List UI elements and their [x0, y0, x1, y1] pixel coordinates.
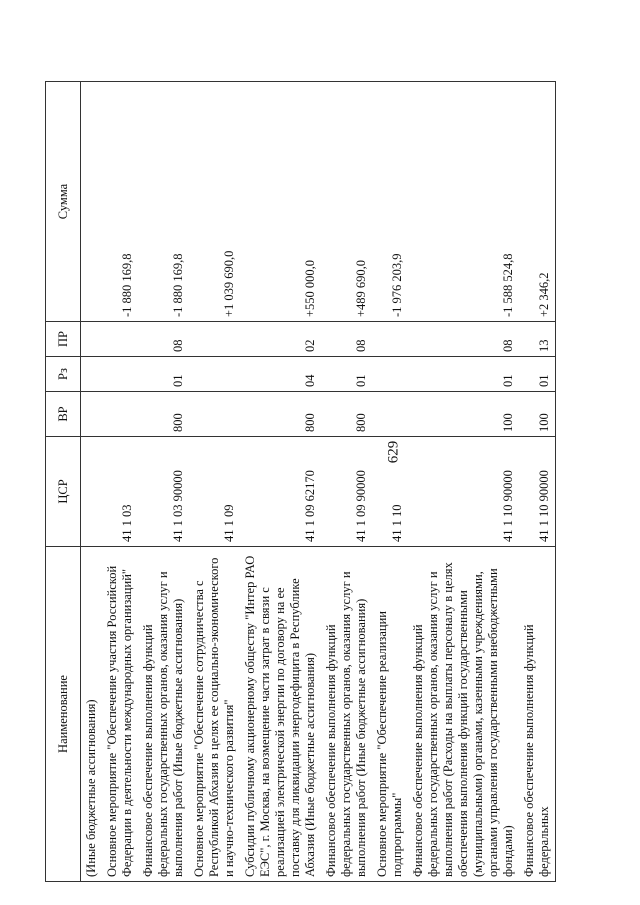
row-pr: 13 — [519, 322, 556, 357]
row-pr: 08 — [408, 322, 519, 357]
row-sum: -1 880 169,8 — [102, 82, 138, 322]
page-number: 629 — [385, 440, 402, 464]
row-pr: 08 — [321, 322, 372, 357]
row-pr: 02 — [240, 322, 321, 357]
row-rz — [81, 357, 103, 392]
row-name: Финансовое обеспечение выполнения функций федеральных государственных органов, оказания услуг и выполнения работ (Иные бюджетные ассигнования) — [321, 547, 372, 882]
table-row — [408, 82, 519, 882]
row-sum — [81, 82, 103, 322]
row-sum: +550 000,0 — [240, 82, 321, 322]
row-vr: 800 — [321, 392, 372, 437]
row-rz — [102, 357, 138, 392]
table-row — [81, 82, 103, 882]
row-csr: 41 1 10 90000 — [408, 437, 519, 547]
row-sum: +489 690,0 — [321, 82, 372, 322]
rotated-page-content — [45, 82, 595, 882]
table-row — [240, 82, 321, 882]
row-name: Основное мероприятие "Обеспечение реализации подпрограммы" — [372, 547, 408, 882]
row-rz — [372, 357, 408, 392]
row-sum: -1 588 524,8 — [408, 82, 519, 322]
row-sum: -1 976 203,9 — [372, 82, 408, 322]
row-rz: 04 — [240, 357, 321, 392]
budget-table — [45, 81, 556, 882]
row-pr — [81, 322, 103, 357]
table-row — [372, 82, 408, 882]
row-rz: 01 — [519, 357, 556, 392]
row-name: Финансовое обеспечение выполнения функций федеральных — [519, 547, 556, 882]
header-vr: ВР — [46, 392, 81, 437]
row-pr: 08 — [138, 322, 189, 357]
row-csr: 41 1 09 62170 — [240, 437, 321, 547]
row-name: (Иные бюджетные ассигнования) — [81, 547, 103, 882]
row-rz: 01 — [138, 357, 189, 392]
row-rz: 01 — [321, 357, 372, 392]
row-csr: 41 1 09 — [189, 437, 240, 547]
row-name: Финансовое обеспечение выполнения функций федеральных государственных органов, оказания услуг и выполнения работ (Иные бюджетные ассигнования) — [138, 547, 189, 882]
row-vr — [372, 392, 408, 437]
row-vr — [81, 392, 103, 437]
row-name: Основное мероприятие "Обеспечение сотрудничества с Республикой Абхазия в целях ее социально-экономического и научно-технического развития" — [189, 547, 240, 882]
table-row — [138, 82, 189, 882]
table-header-row — [46, 82, 81, 882]
row-pr — [372, 322, 408, 357]
row-name: Финансовое обеспечение выполнения функций федеральных государственных органов, оказания услуг и выполнения работ (Расходы на выплаты персоналу в целях обеспечения выполнения функций государственными (муниципальными) органами, казенными учреждениями, органами управления государственными внебюджетными фондами) — [408, 547, 519, 882]
row-name: Субсидии публичному акционерному обществу "Интер РАО ЕЭС", г. Москва, на возмещение части затрат в связи с реализацией электрической энергии по договору на ее поставку для ликвидации энергодефицита в Республике Абхазия (Иные бюджетные ассигнования) — [240, 547, 321, 882]
row-vr: 100 — [519, 392, 556, 437]
header-csr: ЦСР — [46, 437, 81, 547]
row-csr — [81, 437, 103, 547]
row-csr: 41 1 09 90000 — [321, 437, 372, 547]
row-csr: 41 1 10 90000 — [519, 437, 556, 547]
row-vr — [102, 392, 138, 437]
row-vr: 800 — [138, 392, 189, 437]
table-row — [189, 82, 240, 882]
table-row — [321, 82, 372, 882]
row-csr: 41 1 03 90000 — [138, 437, 189, 547]
row-pr — [102, 322, 138, 357]
row-rz: 01 — [408, 357, 519, 392]
header-sum: Сумма — [46, 82, 81, 322]
header-pr: ПР — [46, 322, 81, 357]
header-name: Наименование — [46, 547, 81, 882]
row-sum: -1 880 169,8 — [138, 82, 189, 322]
row-vr: 800 — [240, 392, 321, 437]
row-vr — [189, 392, 240, 437]
table-row — [102, 82, 138, 882]
row-name: Основное мероприятие "Обеспечение участия Российской Федерации в деятельности международных организаций" — [102, 547, 138, 882]
row-rz — [189, 357, 240, 392]
row-sum: +1 039 690,0 — [189, 82, 240, 322]
row-vr: 100 — [408, 392, 519, 437]
header-rz: Рз — [46, 357, 81, 392]
row-sum: +2 346,2 — [519, 82, 556, 322]
row-csr: 41 1 03 — [102, 437, 138, 547]
row-pr — [189, 322, 240, 357]
row-csr: 41 1 10 — [372, 437, 408, 547]
table-row — [519, 82, 556, 882]
